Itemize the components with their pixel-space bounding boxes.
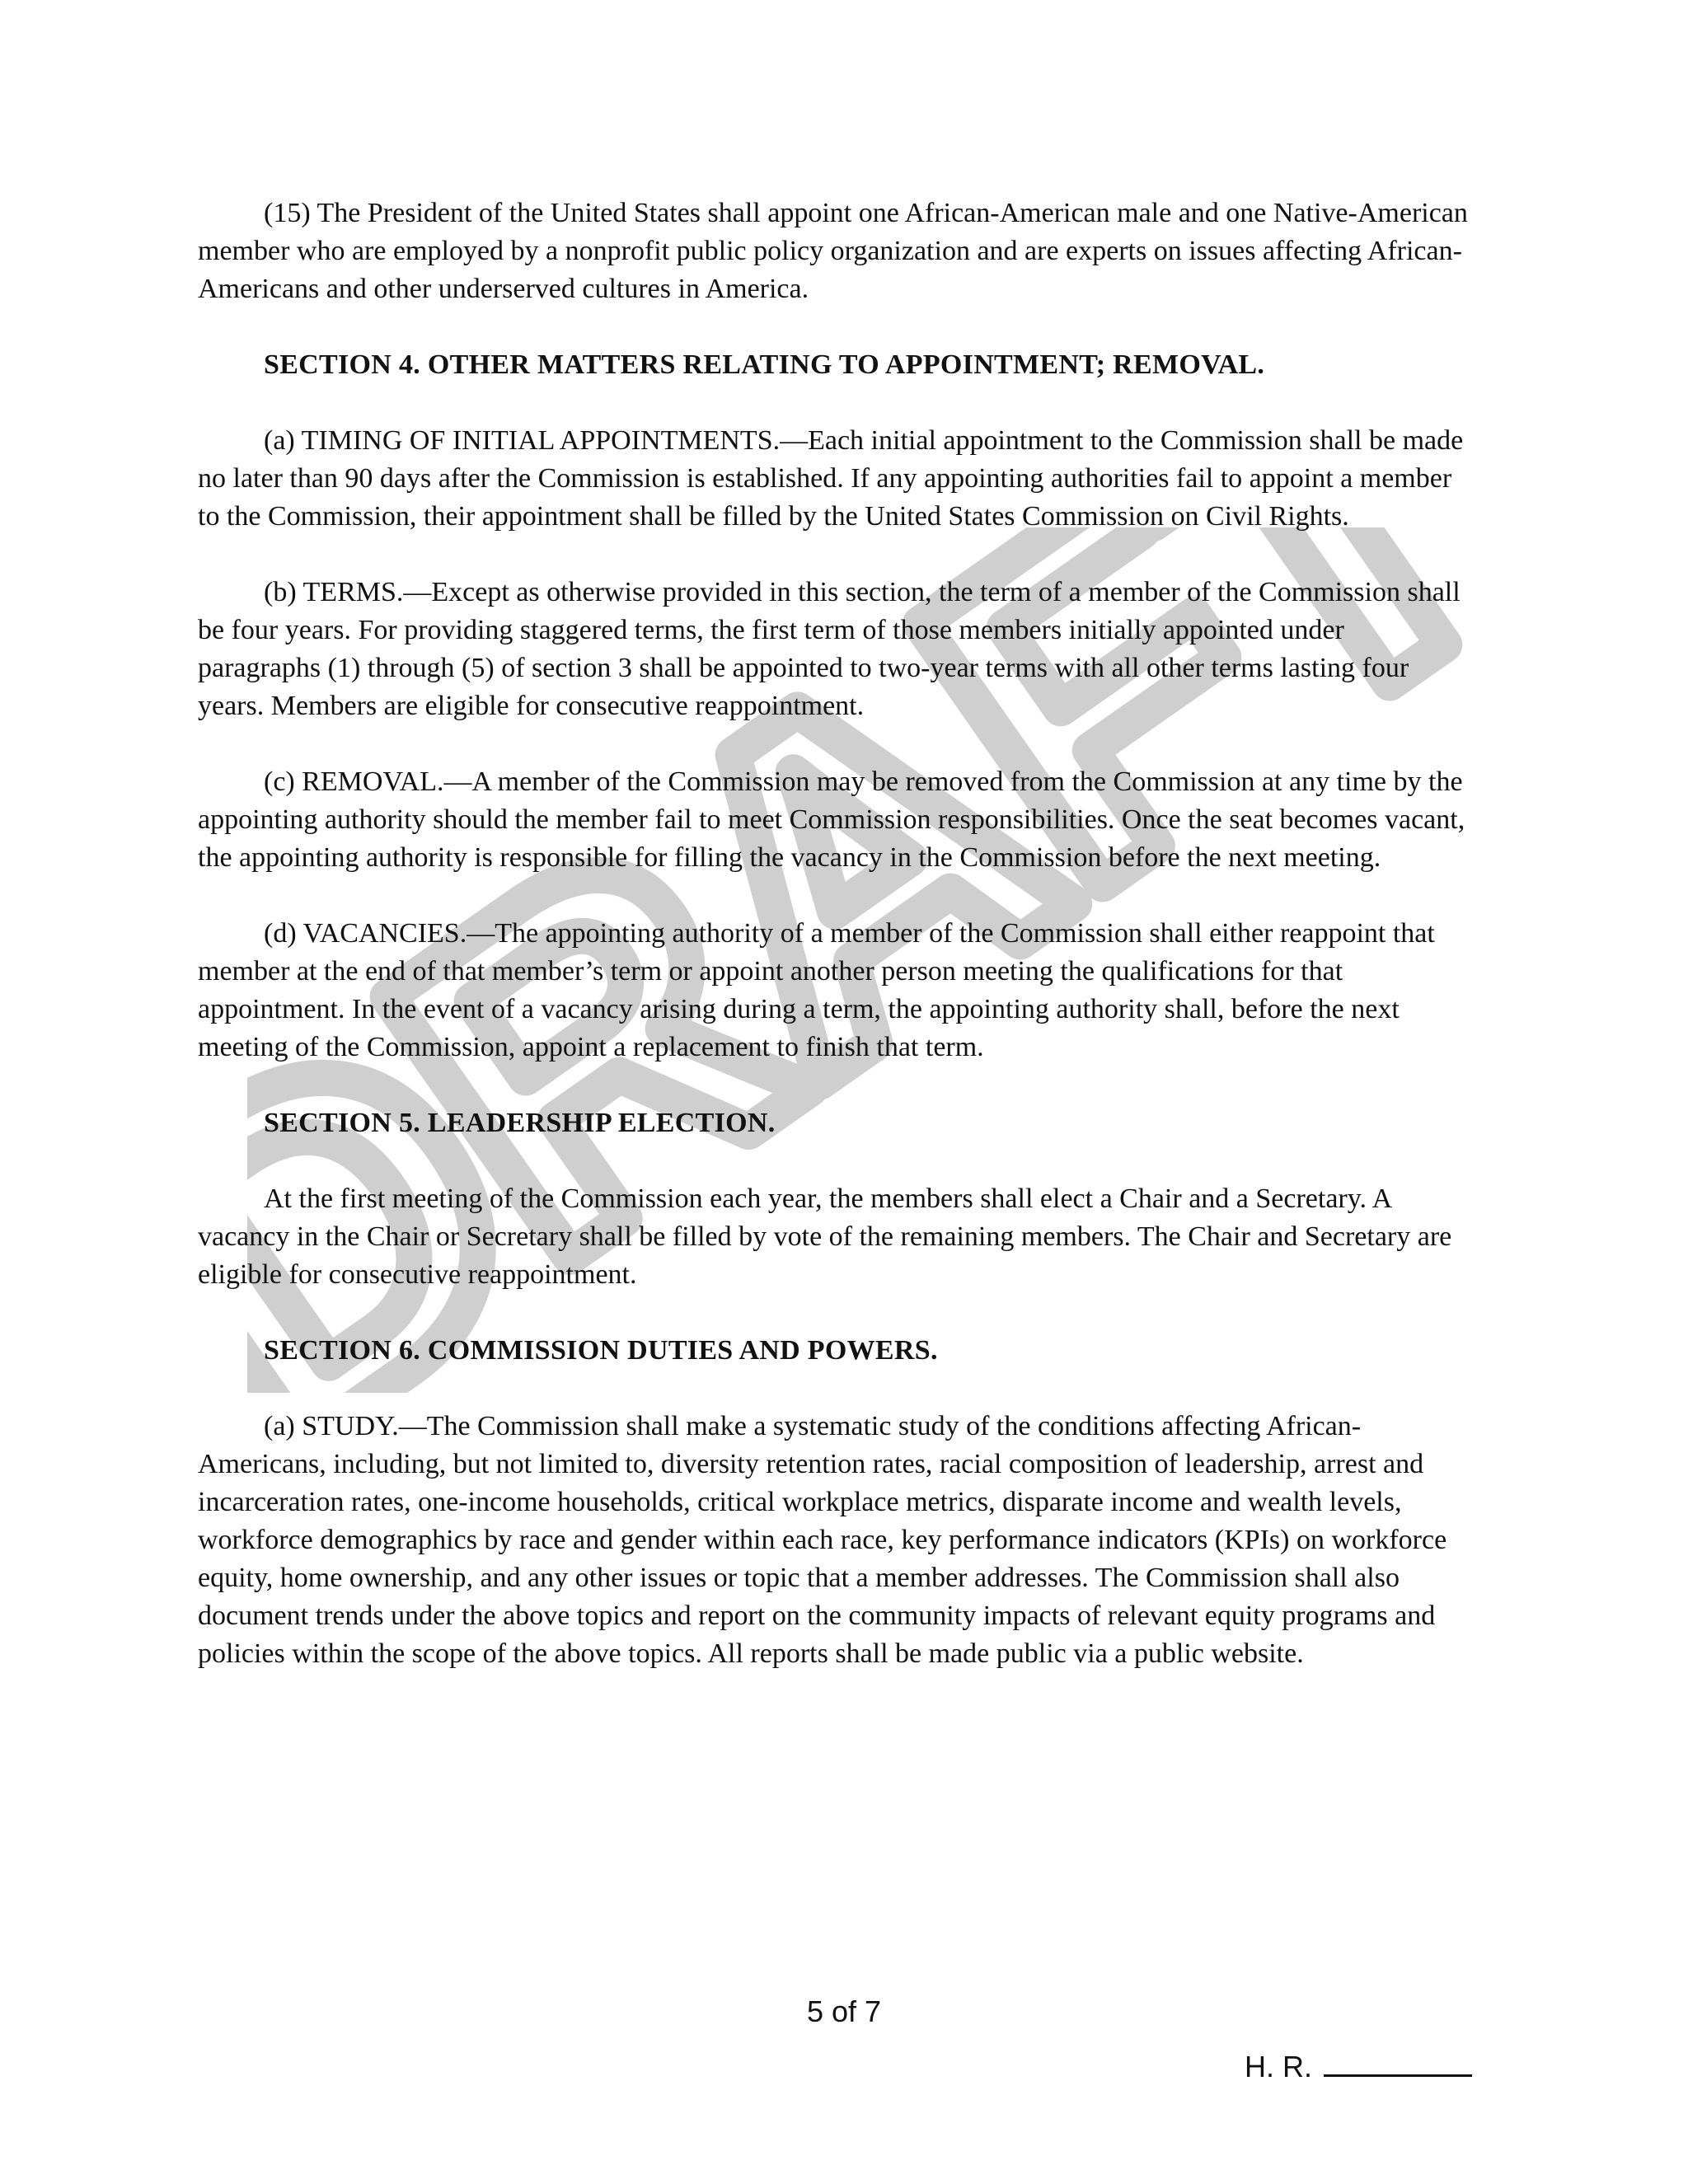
section-4-removal-paragraph: (c) REMOVAL.—A member of the Commission may be removed from the Commission at any time by the appointing authority should the member fail to meet Commission responsibilities. Once the seat becomes vacant, the appointing authority is responsible for filling the vacancy in the Commission before the next meeting. bbox=[198, 766, 1465, 873]
draft-watermark-text: DRAFT bbox=[247, 527, 1467, 1393]
section-5-heading: SECTION 5. LEADERSHIP ELECTION. bbox=[264, 1108, 776, 1138]
section-4-timing-paragraph: (a) TIMING OF INITIAL APPOINTMENTS.—Each initial appointment to the Commission shall be made no later than 90 days after the Commission is established. If any appointing authorities fail to appoint a member to the Commission, their appointment shall be filled by the United States Commission on Civil Rights. bbox=[198, 425, 1464, 532]
bill-number-blank bbox=[1324, 2050, 1472, 2077]
section-4-vacancies-paragraph: (d) VACANCIES.—The appointing authority of a member of the Commission shall either reappoint that member at the end of that member’s term or appoint another person meeting the qualifications for that appointment. In the event of a vacancy arising during a term, the appointing authority shall, before the next meeting of the Commission, appoint a replacement to finish that term. bbox=[198, 918, 1435, 1062]
section-5-body-paragraph: At the first meeting of the Commission each year, the members shall elect a Chair and a Secretary. A vacancy in the Chair or Secretary shall be filled by vote of the remaining members. The Chair and Secretary are eligible for consecutive reappointment. bbox=[198, 1183, 1452, 1290]
page-number: 5 of 7 bbox=[806, 1994, 882, 2028]
bill-number-field bbox=[1245, 2050, 1472, 2084]
section-6-heading: SECTION 6. COMMISSION DUTIES AND POWERS. bbox=[264, 1335, 938, 1366]
bill-label: H. R. bbox=[1244, 2050, 1312, 2083]
section-4-terms-paragraph: (b) TERMS.—Except as otherwise provided in this section, the term of a member of the Commission shall be four years. For providing staggered terms, the first term of those members initially appointed under paragraphs (1) through (5) of section 3 shall be appointed to two-year terms with all other terms lasting four years. Members are eligible for consecutive reappointment. bbox=[198, 577, 1461, 721]
section-4-heading: SECTION 4. OTHER MATTERS RELATING TO APPOINTMENT; REMOVAL. bbox=[264, 349, 1265, 380]
section-6-study-paragraph: (a) STUDY.—The Commission shall make a systematic study of the conditions affecting African-Americans, including, but not limited to, diversity retention rates, racial composition of leadership, arrest and incarceration rates, one-income households, critical workplace metrics, disparate income and wealth levels, workforce demographics by race and gender within each race, key performance indicators (KPIs) on workforce equity, home ownership, and any other issues or topic that a member addresses. The Commission shall also document trends under the above topics and report on the community impacts of relevant equity programs and policies within the scope of the above topics. All reports shall be made public via a public website. bbox=[198, 1411, 1447, 1669]
paragraph-15: (15) The President of the United States shall appoint one African-American male and one Native-American member who are employed by a nonprofit public policy organization and are experts on issues affecting African-Americans and other underserved cultures in America. bbox=[198, 198, 1468, 304]
document-body bbox=[198, 194, 1471, 1711]
